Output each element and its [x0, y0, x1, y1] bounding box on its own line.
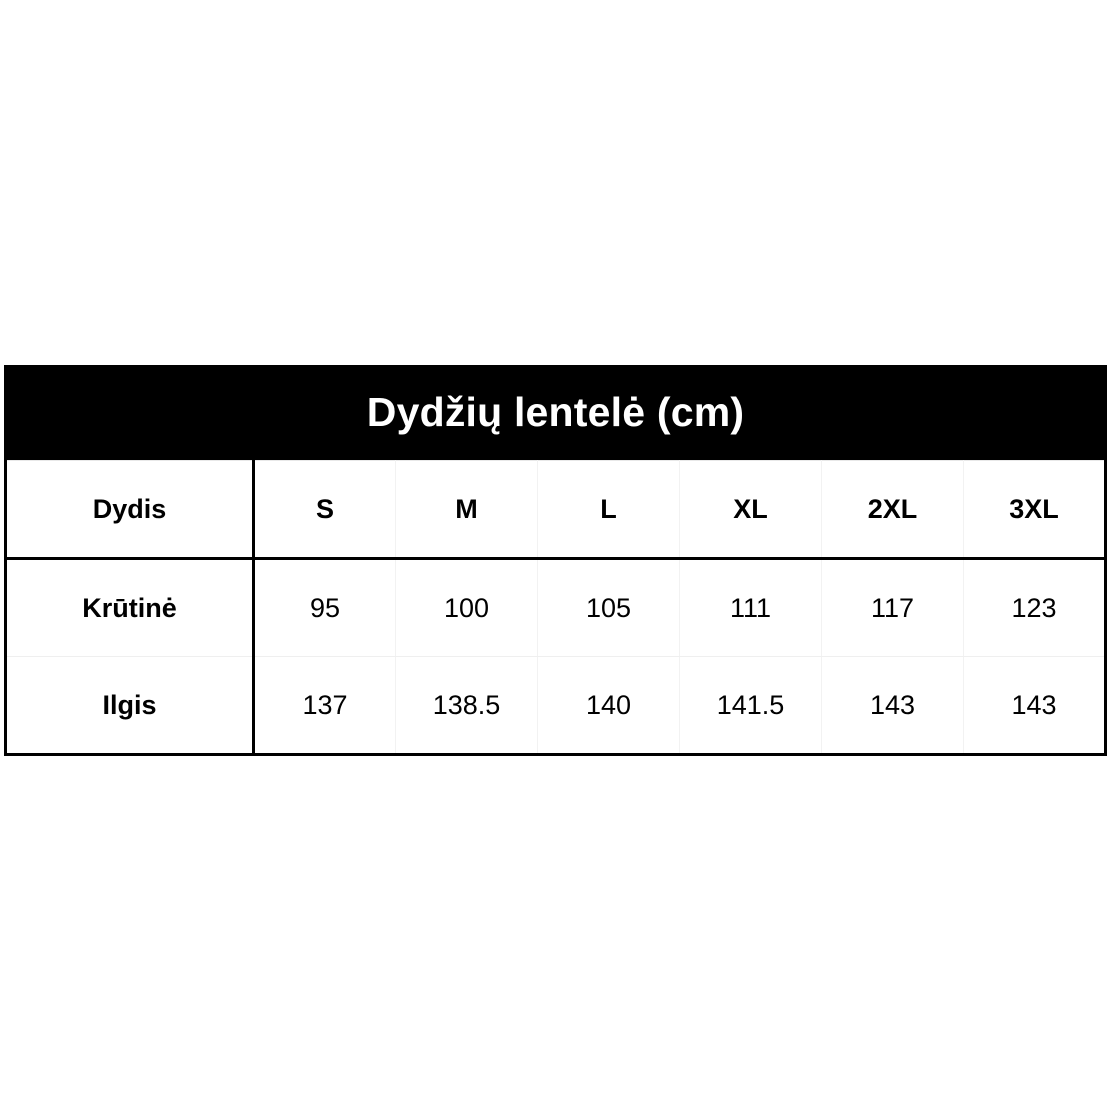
row-label-length: Ilgis [6, 657, 254, 755]
size-table [4, 460, 1107, 756]
table-header-l: L [538, 461, 680, 559]
cell-chest-l: 105 [538, 559, 680, 657]
cell-length-xl: 141.5 [680, 657, 822, 755]
size-chart-title-bar [4, 365, 1107, 460]
cell-chest-xl: 111 [680, 559, 822, 657]
table-header-xl: XL [680, 461, 822, 559]
size-chart [4, 365, 1107, 756]
table-header-row [6, 461, 1106, 559]
cell-chest-s: 95 [254, 559, 396, 657]
cell-length-s: 137 [254, 657, 396, 755]
cell-length-l: 140 [538, 657, 680, 755]
row-label-chest: Krūtinė [6, 559, 254, 657]
table-header-3xl: 3XL [964, 461, 1106, 559]
page-title: Dydžių lentelė (cm) [366, 389, 745, 435]
table-row [6, 559, 1106, 657]
table-row [6, 657, 1106, 755]
cell-chest-m: 100 [396, 559, 538, 657]
table-header-s: S [254, 461, 396, 559]
table-header-size: Dydis [6, 461, 254, 559]
cell-length-3xl: 143 [964, 657, 1106, 755]
table-header-2xl: 2XL [822, 461, 964, 559]
cell-length-m: 138.5 [396, 657, 538, 755]
cell-chest-3xl: 123 [964, 559, 1106, 657]
cell-length-2xl: 143 [822, 657, 964, 755]
table-header-m: M [396, 461, 538, 559]
cell-chest-2xl: 117 [822, 559, 964, 657]
